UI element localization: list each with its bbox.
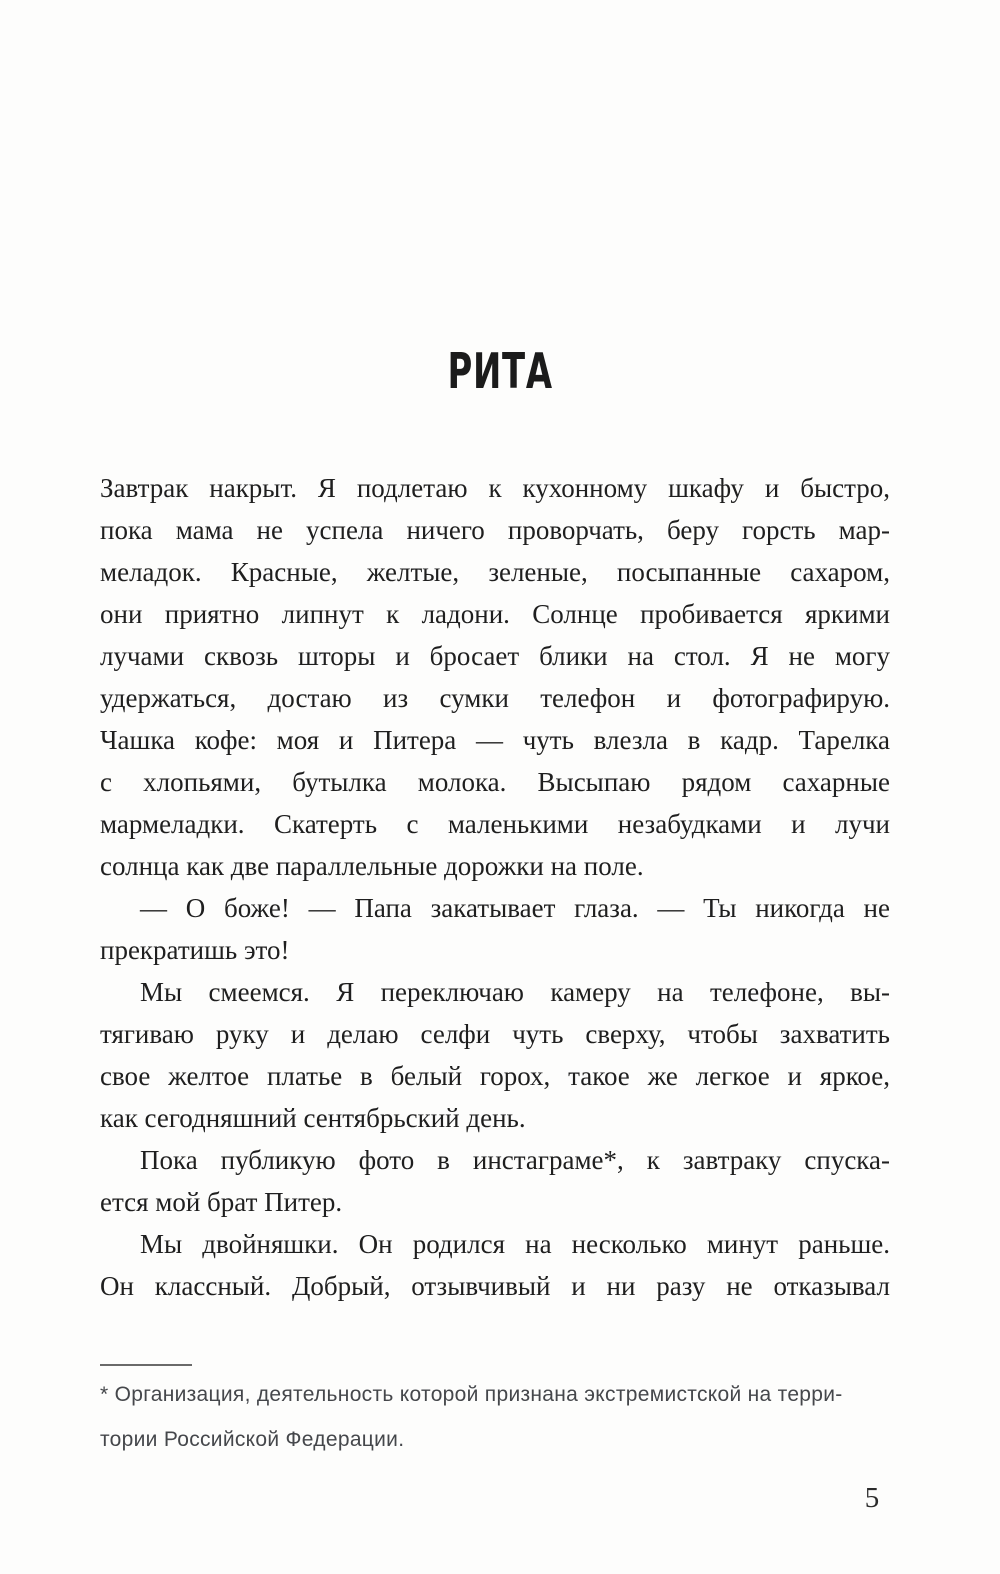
footnote (100, 1372, 900, 1462)
body-line: тягиваю руку и делаю селфи чуть сверху, чтобы захватить (100, 1019, 890, 1049)
paragraph (100, 971, 890, 1139)
body-line: солнца как две параллельные дорожки на поле. (100, 851, 644, 881)
body-line: они приятно липнут к ладони. Солнце пробивается яркими (100, 599, 890, 629)
body-line: удержаться, достаю из сумки телефон и фотографирую. (100, 683, 890, 713)
footnote-line: тории Российской Федерации. (100, 1428, 405, 1451)
footnote-line: * Организация, деятельность которой признана экстремистской на терри- (100, 1383, 843, 1406)
paragraph (100, 887, 890, 971)
body-line: — О боже! — Папа закатывает глаза. — Ты никогда не (140, 893, 890, 923)
body-line: Мы смеемся. Я переключаю камеру на телефоне, вы- (140, 977, 890, 1007)
footnote-divider (100, 1364, 192, 1366)
body-line: Он классный. Добрый, отзывчивый и ни разу не отказывал (100, 1271, 890, 1301)
body-line: пока мама не успела ничего проворчать, беру горсть мар- (100, 515, 890, 545)
page-number: 5 (864, 1482, 880, 1514)
chapter-title (0, 344, 1000, 399)
body-line: с хлопьями, бутылка молока. Высыпаю рядом сахарные (100, 767, 890, 797)
body-line: свое желтое платье в белый горох, такое же легкое и яркое, (100, 1061, 890, 1091)
body-line: ется мой брат Питер. (100, 1187, 343, 1217)
chapter-title-text: РИТА (447, 342, 553, 401)
body-line: лучами сквозь шторы и бросает блики на стол. Я не могу (100, 641, 890, 671)
body-line: Завтрак накрыт. Я подлетаю к кухонному шкафу и быстро, (100, 473, 890, 503)
body-line: мармеладки. Скатерть с маленькими незабудками и лучи (100, 809, 890, 839)
body-line: меладок. Красные, желтые, зеленые, посыпанные сахаром, (100, 557, 890, 587)
body-line: Чашка кофе: моя и Питера — чуть влезла в кадр. Тарелка (100, 725, 890, 755)
paragraph (100, 1139, 890, 1223)
body-line: прекратишь это! (100, 935, 290, 965)
body-line: как сегодняшний сентябрьский день. (100, 1103, 526, 1133)
body-line: Мы двойняшки. Он родился на несколько минут раньше. (140, 1229, 890, 1259)
body-line: Пока публикую фото в инстаграме*, к завтраку спуска- (140, 1145, 890, 1175)
body-text (100, 467, 890, 1307)
paragraph (100, 467, 890, 887)
paragraph (100, 1223, 890, 1307)
